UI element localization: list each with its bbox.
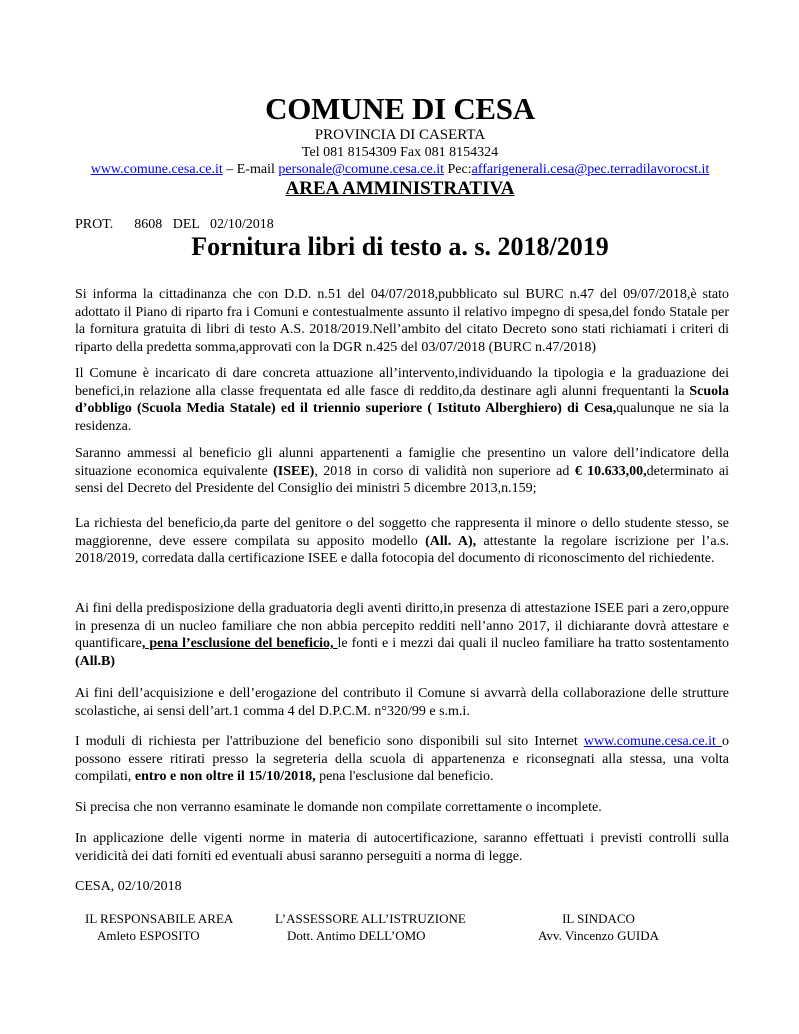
pec-label: Pec: bbox=[444, 162, 472, 177]
p2-text-end: qualunque ne sia la residenza. bbox=[75, 401, 730, 434]
p5-text-mid: le fonti e i mezzi dai quali il nucleo familiare ha tratto sostentamento bbox=[337, 636, 729, 652]
signature-role: IL RESPONSABILE AREA bbox=[85, 911, 234, 926]
paragraph-6: Ai fini dell’acquisizione e dell’erogazione del contributo il Comune si avvarrà della collaborazione delle strutture scolastiche, ai sensi dell’art.1 comma 4 del D.P.C.M. n°320/99 e s.m.i. bbox=[75, 686, 729, 719]
province: PROVINCIA DI CASERTA bbox=[314, 127, 486, 143]
signature-role: IL SINDACO bbox=[562, 911, 635, 926]
p4-attachment-a: (All. A), bbox=[425, 533, 477, 549]
signature-name: Avv. Vincenzo GUIDA bbox=[538, 928, 660, 943]
p3-text: Saranno ammessi al beneficio gli alunni appartenenti a famiglie che presentino un valore dell’indicatore della situazione economica equivalente bbox=[75, 446, 729, 479]
paragraph-2 bbox=[75, 365, 729, 435]
document-title: Fornitura libri di testo a. s. 2018/2019 bbox=[191, 232, 609, 261]
paragraph-5 bbox=[75, 600, 729, 670]
protocol-label: PROT. bbox=[75, 217, 114, 232]
p2-text: Il Comune è incaricato di dare concreta attuazione all’intervento,individuando la tipologia e la graduazione dei benefici,in relazione alla classe frequentata ed alle fasce di reddito,da destinare agli alunni frequentanti la bbox=[75, 366, 729, 399]
p5-attachment-b: (All.B) bbox=[75, 653, 116, 669]
paragraph-8: Si precisa che non verranno esaminate le domande non compilate correttamente o incomplete. bbox=[75, 800, 602, 815]
letterhead bbox=[60, 92, 740, 200]
signature-name: Dott. Antimo DELL’OMO bbox=[287, 928, 426, 943]
p5-text: Ai fini della predisposizione della graduatoria degli aventi diritto,in presenza di attestazione ISEE pari a zero,oppure in presenza di un nucleo familiare che non abbia percepito redditi nell’anno 2017, il dichiarante dovrà attestare e quantificare bbox=[75, 601, 729, 652]
p3-text-end: determinato ai sensi del Decreto del Presidente del Consiglio dei ministri 5 dicembre 2013,n.159; bbox=[75, 463, 729, 497]
p4-text: La richiesta del beneficio,da parte del genitore o del soggetto che rappresenta il minore o dello studente stesso, se maggiorenne, deve essere compilata su apposito modello bbox=[75, 516, 729, 549]
signature-assessor bbox=[275, 910, 466, 944]
department-heading: AREA AMMINISTRATIVA bbox=[285, 178, 515, 199]
p7-deadline: entro e non oltre il 15/10/2018, bbox=[134, 769, 316, 785]
signature-role: L’ASSESSORE ALL’ISTRUZIONE bbox=[275, 911, 466, 926]
pec-link[interactable]: affarigenerali.cesa@pec.terradilavorocst.it bbox=[471, 162, 710, 177]
protocol-date: 02/10/2018 bbox=[209, 217, 274, 232]
signature-mayor bbox=[538, 910, 659, 944]
protocol-number: 8608 bbox=[134, 217, 163, 232]
p3-isee: (ISEE) bbox=[273, 463, 315, 479]
p5-penalty: , pena l’esclusione del beneficio, bbox=[141, 636, 338, 652]
paragraph-7 bbox=[75, 733, 729, 786]
p7-website-link[interactable]: www.comune.cesa.ce.it bbox=[583, 734, 722, 749]
p2-schools: Scuola d’obbligo (Scuola Media Statale) ed il triennio superiore ( Istituto Alberghiero) di Cesa, bbox=[75, 383, 729, 417]
paragraph-1: Si informa la cittadinanza che con D.D. n.51 del 04/07/2018,pubblicato sul BURC n.47 del 09/07/2018,è stato adottato il Piano di riparto fra i Comuni e contestualmente assunto il relativo impegno di spesa,del fondo Statale per la fornitura gratuita di libri di testo A.S. 2018/2019.Nell’ambito del citato Decreto sono stati richiamati i criteri di riparto della predetta somma,approvati con la DGR n.425 del 03/07/2018 (BURC n.47/2018) bbox=[75, 287, 729, 355]
signature-name: Amleto ESPOSITO bbox=[97, 928, 200, 943]
contacts-line bbox=[60, 161, 740, 178]
email-label: – E-mail bbox=[222, 162, 279, 177]
signature-area-manager bbox=[85, 910, 233, 944]
paragraph-4 bbox=[75, 515, 729, 568]
p3-text-mid: , 2018 in corso di validità non superiore ad bbox=[314, 463, 575, 479]
p3-threshold: € 10.633,00, bbox=[574, 463, 647, 479]
paragraph-3 bbox=[75, 445, 729, 498]
website-link[interactable]: www.comune.cesa.ce.it bbox=[90, 162, 223, 177]
phone-fax: Tel 081 8154309 Fax 081 8154324 bbox=[301, 145, 499, 160]
p7-text: I moduli di richiesta per l'attribuzione del beneficio sono disponibili sul sito Internet bbox=[75, 734, 584, 749]
p4-text-end: attestante la regolare iscrizione per l’a.s. 2018/2019, corredata dalla certificazione ISEE e dalla fotocopia del documento di riconoscimento del richiedente. bbox=[75, 533, 729, 567]
place-date: CESA, 02/10/2018 bbox=[75, 879, 182, 894]
protocol-del-label: DEL bbox=[172, 217, 200, 232]
p7-text-mid: o possono essere ritirati presso la segreteria della scuola di appartenenza e riconsegnati alla stessa, una volta compilati, bbox=[75, 734, 729, 785]
paragraph-9: In applicazione delle vigenti norme in materia di autocertificazione, saranno effettuati i previsti controlli sulla veridicità dei dati forniti ed eventuali abusi saranno perseguiti a norma di legge. bbox=[75, 831, 729, 864]
municipality-name: COMUNE DI CESA bbox=[265, 91, 535, 126]
email-link[interactable]: personale@comune.cesa.ce.it bbox=[278, 162, 445, 177]
p7-text-end: pena l'esclusione dal beneficio. bbox=[315, 769, 494, 785]
